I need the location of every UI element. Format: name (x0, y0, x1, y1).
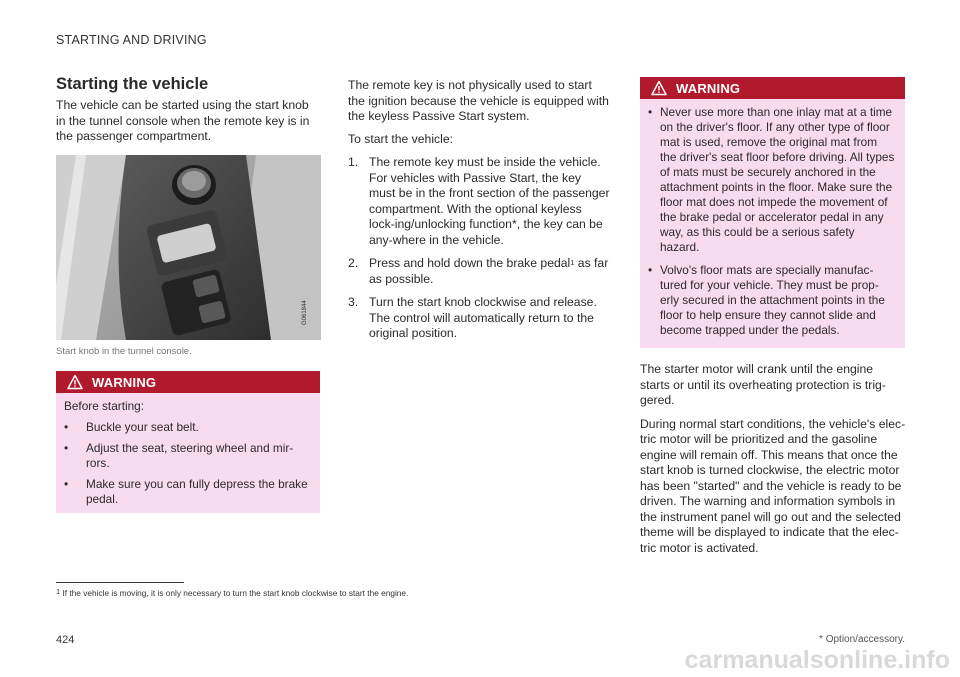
list-item: • Make sure you can fully depress the brake pedal. (64, 477, 308, 506)
step-item: 3. Turn the start knob clockwise and release. The control will automatically return to the original position. (348, 295, 597, 340)
warning-triangle-icon (651, 80, 667, 96)
warning-triangle-icon (67, 374, 83, 390)
image-code: G061844 (302, 300, 308, 325)
list-item: • Volvo's floor mats are specially manufac-tured for your vehicle. They must be prop-erly secured in the attachment points in the floor to help ensure they cannot slide and become trapped under the pedals. (648, 263, 885, 337)
step-item: 1. The remote key must be inside the vehicle. For vehicles with Passive Start, the key must be in the front section of the passenger compartment. With the optional keyless lock-ing/unlocking function*, the key can be any-where in the vehicle. (348, 155, 610, 247)
figure-caption: Start knob in the tunnel console. (56, 346, 192, 357)
warning-label: WARNING (92, 374, 157, 390)
electric-motor-paragraph: During normal start conditions, the vehicle's elec-tric motor will be prioritized and the gasoline engine will remain off. This means that once the start knob is turned clockwise, the electric motor has been "started" and the vehicle is ready to be driven. The warning and information symbols in the instrument panel will go out and the selected theme will be displayed to indicate that the elec-tric motor is activated. (640, 416, 906, 555)
to-start-lead: To start the vehicle: (348, 131, 453, 146)
watermark: carmanualsonline.info (684, 646, 950, 674)
tunnel-console-illustration (56, 155, 321, 340)
list-item: • Buckle your seat belt. (64, 420, 199, 434)
page-title: Starting the vehicle (56, 75, 209, 93)
start-knob-photo (56, 155, 321, 340)
starter-motor-paragraph: The starter motor will crank until the engine starts or until its overheating protection is trig-gered. (640, 362, 886, 407)
list-item: • Adjust the seat, steering wheel and mir-rors. (64, 441, 294, 470)
footnote-ref: 1 (570, 258, 575, 267)
footnote: $^1$ If the vehicle is moving, it is only necessary to turn the start knob clockwise to start the engine. (56, 587, 409, 598)
warning-header (56, 371, 320, 393)
warning-label: WARNING (676, 80, 741, 96)
middle-column (348, 78, 610, 342)
intro-paragraph: The vehicle can be started using the start knob in the tunnel console when the remote key is in the passenger compartment. (56, 98, 310, 143)
page-number: 424 (56, 634, 75, 646)
option-accessory-note: * Option/accessory. (819, 634, 905, 645)
warning-lead: Before starting: (64, 399, 144, 413)
passive-start-paragraph: The remote key is not physically used to start the ignition because the vehicle is equipped with the keyless Passive Start system. (348, 78, 609, 123)
section-header: STARTING AND DRIVING (56, 33, 207, 47)
warning-box-floor-mats (640, 77, 905, 348)
warning-box-before-starting (56, 371, 320, 513)
right-column (640, 362, 906, 556)
warning-header (640, 77, 905, 99)
list-item: • Never use more than one inlay mat at a time on the driver's floor. If any other type of floor mat is used, remove the original mat from the driver's seat floor before driving. All types of mats must be securely anchored in the attachment points in the floor. Make sure the floor mat does not impede the movement of the brake pedal or accelerator pedal in any way, as this could be a serious safety hazard. (648, 105, 895, 254)
footnote-divider (56, 582, 184, 583)
step-item: 2. Press and hold down the brake pedal$^1$ as far as possible. (348, 256, 609, 286)
